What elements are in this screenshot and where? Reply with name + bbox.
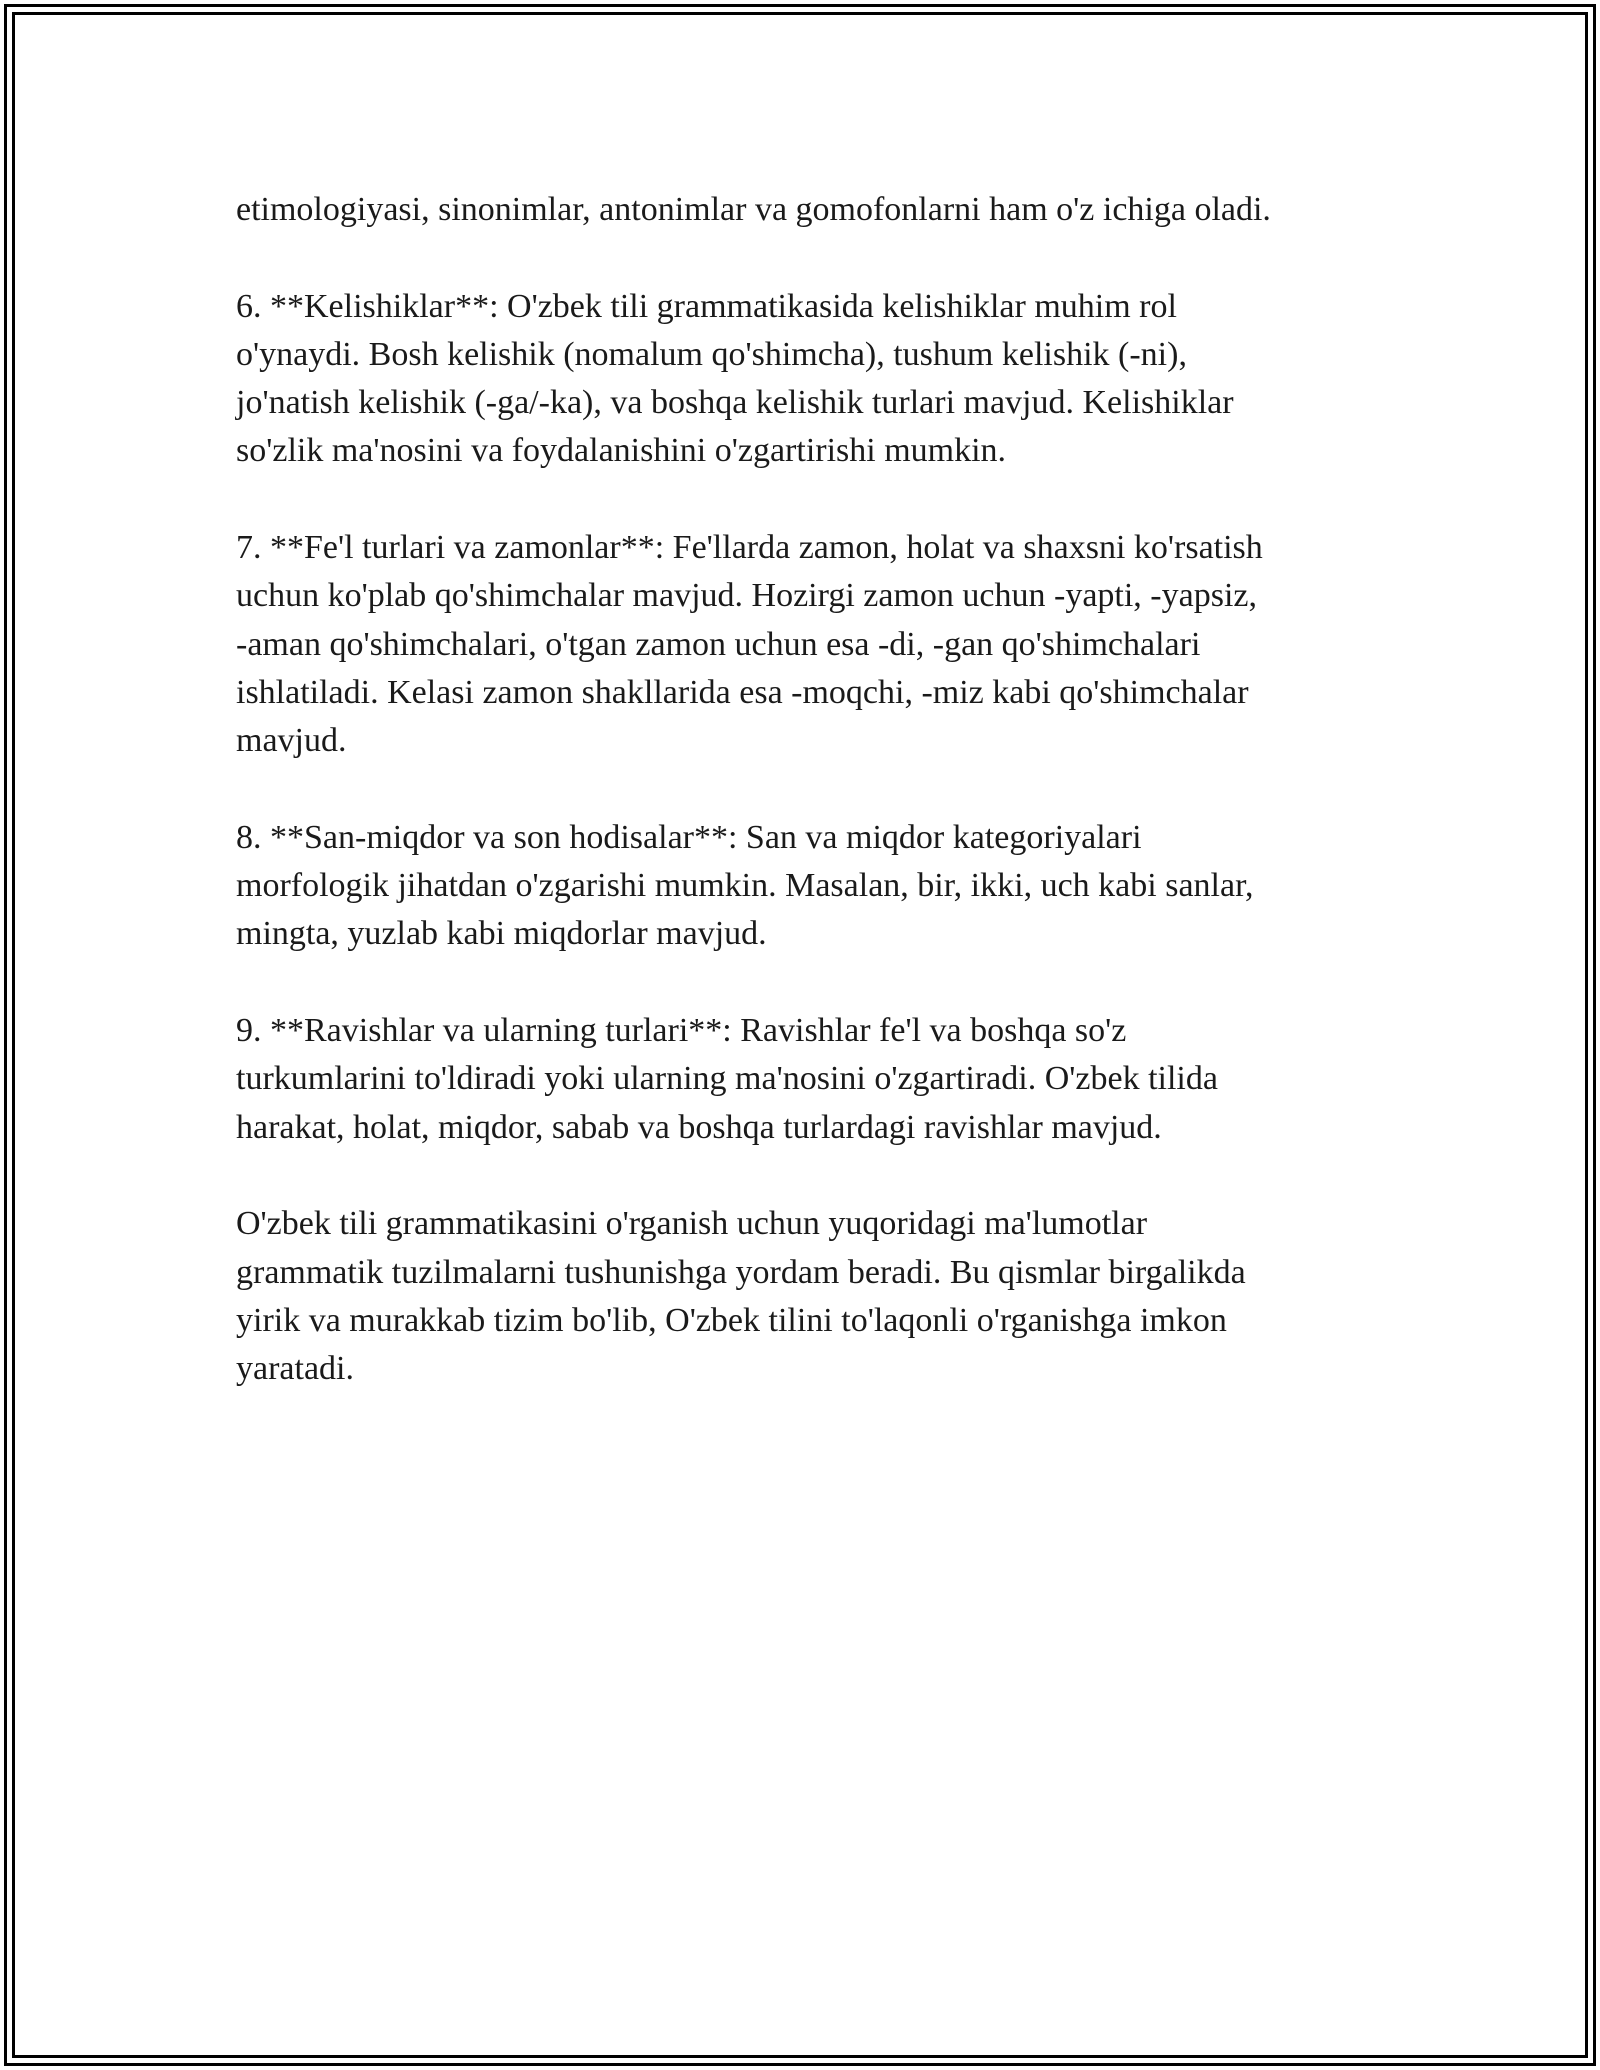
paragraph-fel-turlari: 7. **Fe'l turlari va zamonlar**: Fe'llarda zamon, holat va shaxsni ko'rsatish uchun ko'plab qo'shimchalar mavjud. Hozirgi zamon uchun -yapti, -yapsiz, -aman qo'shimchalari, o'tgan zamon uchun esa -di, -gan qo'shimchalari ishlatiladi. Kelasi zamon shakllarida esa -moqchi, -miz kabi qo'shimchalar mavjud. <box>236 529 1263 760</box>
paragraph-san-miqdor: 8. **San-miqdor va son hodisalar**: San va miqdor kategoriyalari morfologik jihatdan o'zgarishi mumkin. Masalan, bir, ikki, uch kabi sanlar, mingta, yuzlab kabi miqdorlar mavjud. <box>236 818 1254 953</box>
paragraph-kelishiklar: 6. **Kelishiklar**: O'zbek tili grammatikasida kelishiklar muhim rol o'ynaydi. Bosh kelishik (nomalum qo'shimcha), tushum kelishik (-ni), jo'natish kelishik (-ga/-ka), va boshqa kelishik turlari mavjud. Kelishiklar so'zlik ma'nosini va foydalanishini o'zgartirishi mumkin. <box>236 287 1234 470</box>
paragraph-continuation: etimologiyasi, sinonimlar, antonimlar va gomofonlarni ham o'z ichiga oladi. <box>236 191 1271 228</box>
paragraph-ravishlar: 9. **Ravishlar va ularning turlari**: Ravishlar fe'l va boshqa so'z turkumlarini to'ldiradi yoki ularning ma'nosini o'zgartiradi. O'zbek tilida harakat, holat, miqdor, sabab va boshqa turlardagi ravishlar mavjud. <box>236 1012 1218 1146</box>
document-body <box>236 186 1376 1442</box>
paragraph-conclusion: O'zbek tili grammatikasini o'rganish uchun yuqoridagi ma'lumotlar grammatik tuzilmalarni tushunishga yordam beradi. Bu qismlar birgalikda yirik va murakkab tizim bo'lib, O'zbek tilini to'laqonli o'rganishga imkon yaratadi. <box>236 1205 1246 1388</box>
